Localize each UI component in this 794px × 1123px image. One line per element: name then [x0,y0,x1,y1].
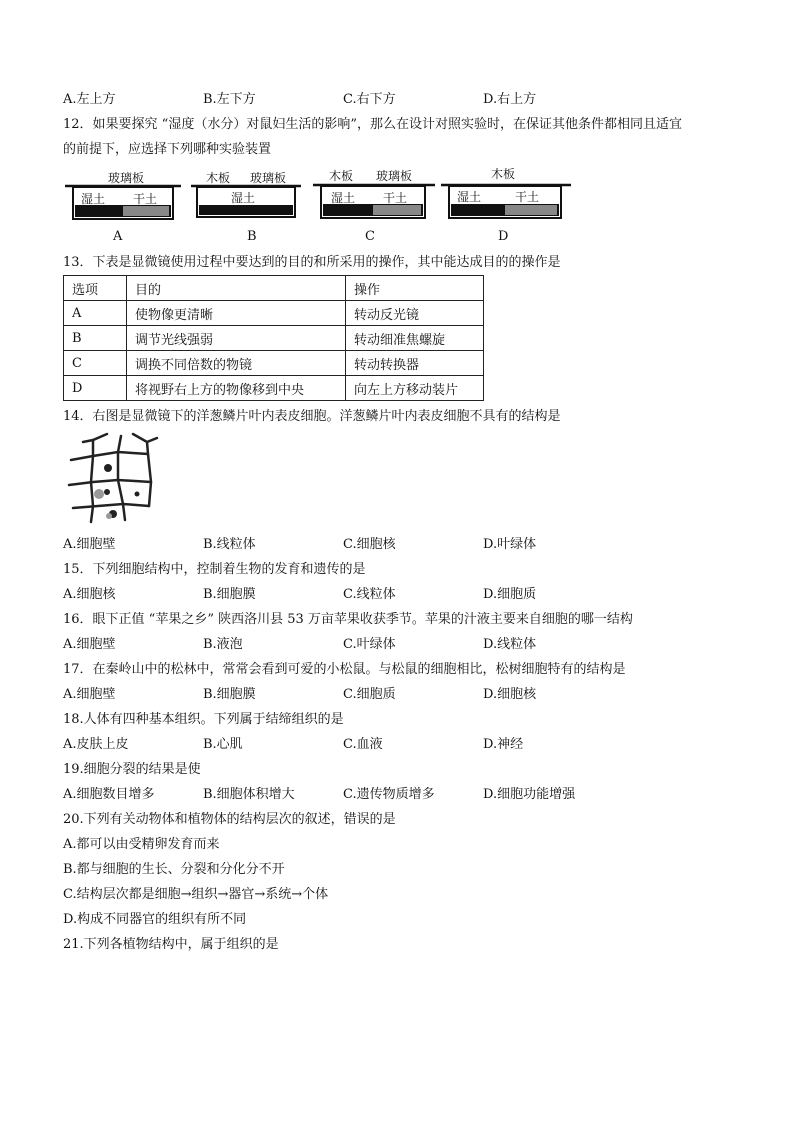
table-cell: 转动转换器 [346,351,484,376]
apparatus-c-soil-dry: 干土 [383,191,408,205]
apparatus-d-soil-wet: 湿土 [457,190,482,204]
apparatus-c-soil-wet: 湿土 [331,191,356,205]
q13-stem: 13．下表是显微镜使用过程中要达到的目的和所采用的操作，其中能达成目的的操作是 [63,255,561,270]
apparatus-d [441,166,571,218]
table-cell: 将视野右上方的物像移到中央 [127,376,346,401]
q12-apparatus-figure [63,165,583,255]
q18-option-c: C.血液 [343,737,383,752]
q19-options [63,786,763,804]
q17-option-b: B.细胞膜 [203,687,256,702]
q13-table [63,275,484,401]
q15-option-c: C.线粒体 [343,587,396,602]
q15-option-a: A.细胞核 [63,587,116,602]
q11-option-a: A.左上方 [63,92,116,107]
q14-option-c: C.细胞核 [343,537,396,552]
q14-stem: 14．右图是显微镜下的洋葱鳞片叶内表皮细胞。洋葱鳞片叶内表皮细胞不具有的结构是 [63,409,561,424]
q20-stem: 20.下列有关动物体和植物体的结构层次的叙述，错误的是 [63,812,396,827]
apparatus-d-soil-dry: 干土 [515,190,540,204]
table-cell: 使物像更清晰 [127,301,346,326]
table-header-cell: 选项 [64,276,127,301]
table-header-cell: 操作 [346,276,484,301]
onion-cell-micrograph [63,430,163,530]
q19-stem: 19.细胞分裂的结果是使 [63,762,201,777]
q16-options [63,636,763,654]
apparatus-c-top-label-2: 玻璃板 [376,169,413,183]
table-row [64,376,484,401]
table-header-cell: 目的 [127,276,346,301]
q16-option-c: C.叶绿体 [343,637,396,652]
table-cell: B [64,326,127,351]
apparatus-label-a: A [113,229,123,244]
table-cell: C [64,351,127,376]
table-cell: 调节光线强弱 [127,326,346,351]
q15-stem: 15．下列细胞结构中，控制着生物的发育和遗传的是 [63,562,366,577]
apparatus-a [65,170,181,219]
apparatus-b-soil-wet: 湿土 [231,191,256,205]
apparatus-label-d: D [498,229,509,244]
q15-options [63,586,763,604]
apparatus-b [191,170,301,217]
q17-options [63,686,763,704]
q18-option-b: B.心肌 [203,737,243,752]
table-cell: 调换不同倍数的物镜 [127,351,346,376]
q20-option-b: B.都与细胞的生长、分裂和分化分不开 [63,862,285,877]
onion-cell-drawing [63,430,163,530]
apparatus-b-top-label-1: 木板 [206,171,231,185]
q19-option-b: B.细胞体积增大 [203,787,295,802]
table-row [64,326,484,351]
q17-option-d: D.细胞核 [483,687,537,702]
q11-option-c: C.右下方 [343,92,396,107]
q16-option-a: A.细胞壁 [63,637,116,652]
table-cell: 转动细准焦螺旋 [346,326,484,351]
q19-option-c: C.遗传物质增多 [343,787,435,802]
q11-option-b: B.左下方 [203,92,256,107]
q15-option-d: D.细胞质 [483,587,537,602]
q14-option-b: B.线粒体 [203,537,256,552]
apparatus-a-top-label: 玻璃板 [108,171,145,185]
q12-stem-line2: 的前提下，应选择下列哪种实验装置 [63,142,272,157]
apparatus-label-b: B [247,229,257,244]
q14-option-a: A.细胞壁 [63,537,116,552]
q11-options [63,91,763,109]
q20-option-d: D.构成不同器官的组织有所不同 [63,912,247,927]
q20-option-a: A.都可以由受精卵发育而来 [63,837,220,852]
q19-option-d: D.细胞功能增强 [483,787,576,802]
q17-option-c: C.细胞质 [343,687,396,702]
apparatus-label-c: C [365,229,375,244]
table-row [64,351,484,376]
q21-stem: 21.下列各植物结构中，属于组织的是 [63,937,279,952]
q18-option-a: A.皮肤上皮 [63,737,129,752]
q15-option-b: B.细胞膜 [203,587,256,602]
q18-options [63,736,763,754]
q16-option-d: D.线粒体 [483,637,537,652]
table-cell: 向左上方移动装片 [346,376,484,401]
q18-option-d: D.神经 [483,737,524,752]
table-cell: D [64,376,127,401]
table-row [64,301,484,326]
q16-stem: 16．眼下正值 “苹果之乡” 陕西洛川县 53 万亩苹果收获季节。苹果的汁液主要来自细胞的哪一结构 [63,612,633,627]
q12-stem-line1: 12．如果要探究 “湿度（水分）对鼠妇生活的影响”，那么在设计对照实验时，在保证其他条件都相同且适宜 [63,117,682,132]
apparatus-d-top-label: 木板 [491,167,516,181]
apparatus-c-top-label-1: 木板 [329,169,354,183]
apparatus-b-top-label-2: 玻璃板 [250,171,287,185]
apparatus-a-soil-dry: 干土 [133,192,158,206]
q17-stem: 17．在秦岭山中的松林中，常常会看到可爱的小松鼠。与松鼠的细胞相比，松树细胞特有的结构是 [63,662,626,677]
q19-option-a: A.细胞数目增多 [63,787,155,802]
table-cell: 转动反光镜 [346,301,484,326]
q17-option-a: A.细胞壁 [63,687,116,702]
q11-option-d: D.右上方 [483,92,537,107]
apparatus-a-soil-wet: 湿土 [81,192,106,206]
q14-options [63,536,763,554]
q20-option-c: C.结构层次都是细胞→组织→器官→系统→个体 [63,887,329,902]
apparatus-c [313,168,435,218]
q18-stem: 18.人体有四种基本组织。下列属于结缔组织的是 [63,712,344,727]
table-cell: A [64,301,127,326]
q16-option-b: B.液泡 [203,637,243,652]
q14-option-d: D.叶绿体 [483,537,537,552]
table-header-row [64,276,484,301]
